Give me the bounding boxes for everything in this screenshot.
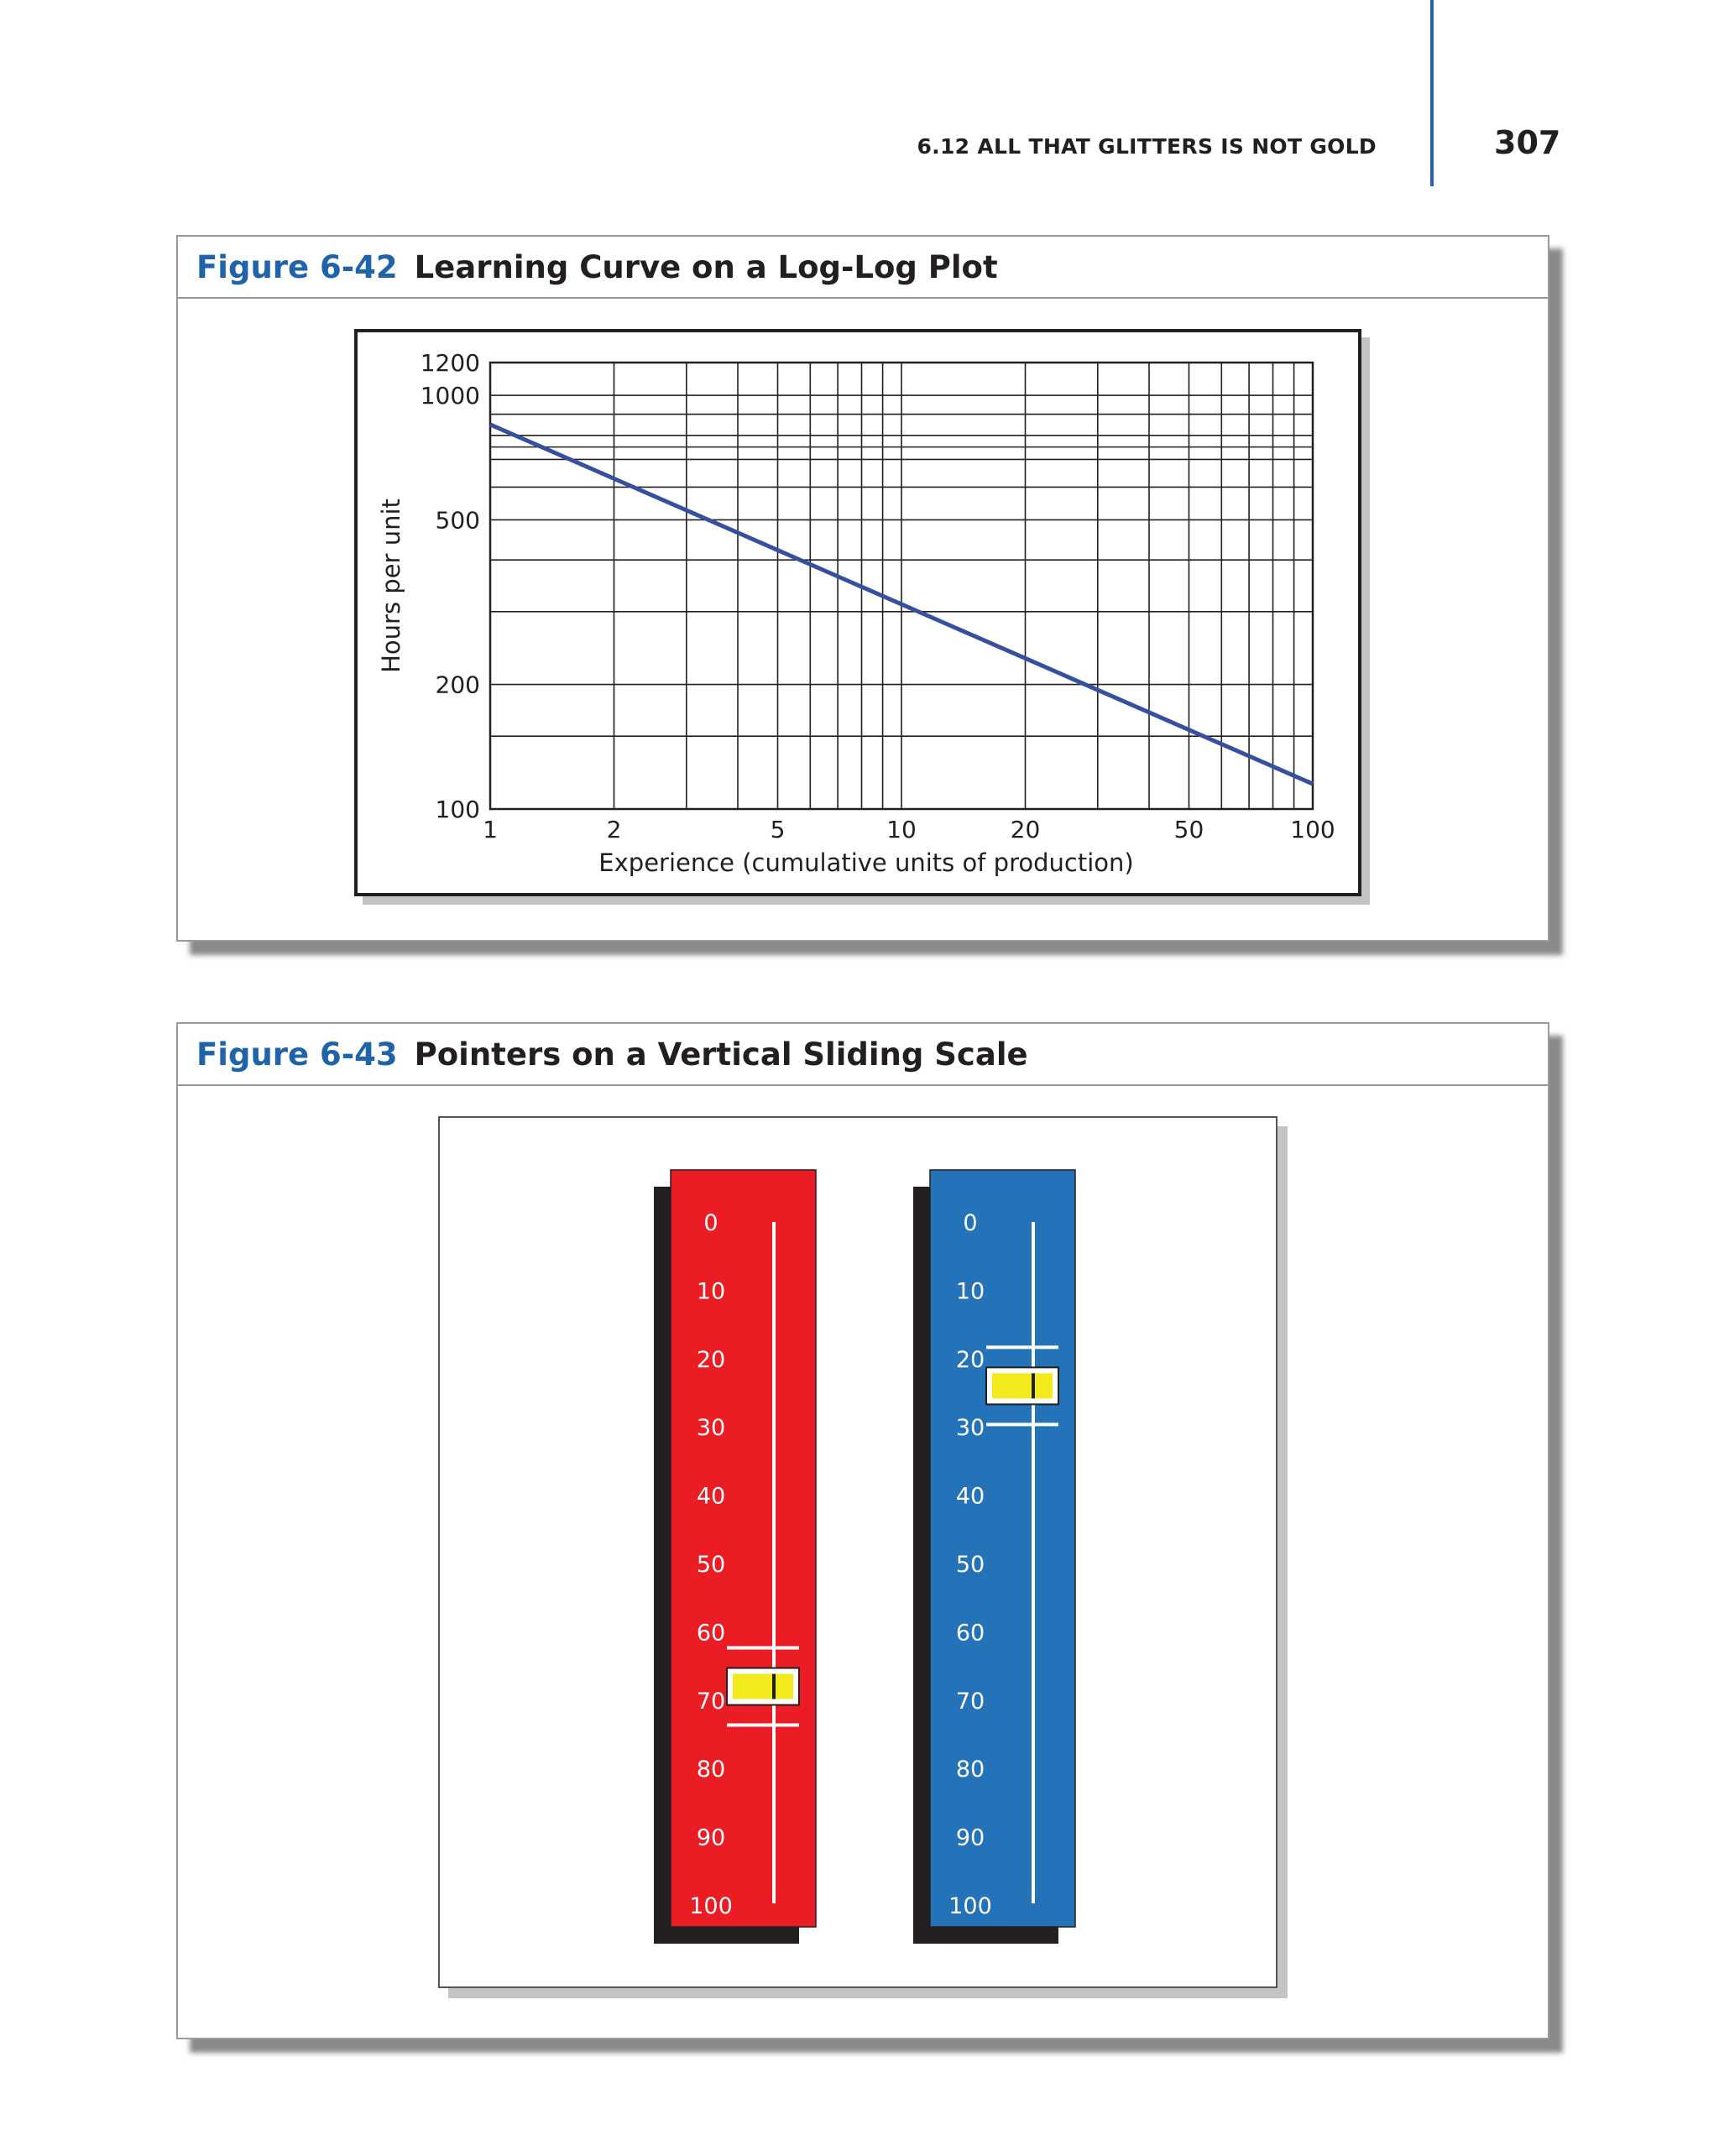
- x-tick-labels: [483, 816, 1335, 843]
- scale-label: 80: [696, 1757, 726, 1783]
- sliding-scale-blue: [913, 1170, 1075, 1944]
- scale-label: 30: [696, 1415, 726, 1442]
- scale-label: 20: [696, 1346, 726, 1373]
- y-tick-label: 500: [435, 506, 480, 535]
- scale-label: 0: [963, 1210, 978, 1236]
- scale-label: 70: [696, 1688, 726, 1715]
- pointer-fill: [992, 1373, 1053, 1398]
- scale-label: 10: [955, 1278, 985, 1305]
- figure-label: Figure 6-42: [196, 248, 398, 285]
- x-axis-label: Experience (cumulative units of production): [598, 848, 1134, 877]
- scale-label: 20: [955, 1346, 985, 1373]
- scale-label: 40: [955, 1483, 985, 1510]
- x-tick-label: 5: [770, 816, 786, 843]
- x-tick-label: 10: [886, 816, 917, 843]
- x-tick-label: 2: [606, 816, 622, 843]
- x-tick-label: 1: [483, 816, 498, 843]
- scale-label: 100: [948, 1893, 992, 1919]
- figure-6-42: [176, 235, 1549, 942]
- scale-label: 70: [955, 1688, 985, 1715]
- scale-label: 10: [696, 1278, 726, 1305]
- y-tick-labels: [421, 349, 480, 823]
- scale-label: 90: [696, 1825, 726, 1851]
- x-tick-label: 50: [1173, 816, 1204, 843]
- y-tick-label: 200: [435, 671, 480, 699]
- figure-label: Figure 6-43: [196, 1036, 398, 1073]
- scale-body: [930, 1170, 1075, 1927]
- y-axis-label: Hours per unit: [377, 499, 405, 673]
- x-tick-label: 100: [1290, 816, 1335, 843]
- scale-label: 50: [955, 1552, 985, 1578]
- pointer-fill: [733, 1674, 793, 1699]
- sliding-scale-red: [654, 1170, 816, 1944]
- y-tick-label: 100: [435, 796, 480, 823]
- scale-label: 60: [696, 1620, 726, 1647]
- x-tick-label: 20: [1010, 816, 1041, 843]
- scale-label: 50: [696, 1552, 726, 1578]
- log-log-chart: [358, 332, 1358, 893]
- page-number: 307: [1494, 124, 1561, 161]
- scale-label: 30: [955, 1415, 985, 1442]
- y-tick-label: 1200: [420, 349, 480, 377]
- sliding-scale-panel: [438, 1116, 1277, 1988]
- sliding-scales: [440, 1118, 1276, 1986]
- figure-6-43: [176, 1022, 1549, 2039]
- figure-caption: [178, 1024, 1548, 1086]
- log-log-plot-panel: [354, 329, 1361, 896]
- figure-caption: [178, 237, 1548, 299]
- scale-body: [671, 1170, 816, 1927]
- scale-label: 40: [696, 1483, 726, 1510]
- figure-title: Learning Curve on a Log-Log Plot: [414, 248, 998, 285]
- scale-label: 90: [955, 1825, 985, 1851]
- scale-label: 0: [703, 1210, 718, 1236]
- running-head: 6.12 ALL THAT GLITTERS IS NOT GOLD: [917, 134, 1377, 159]
- figure-title: Pointers on a Vertical Sliding Scale: [414, 1036, 1028, 1073]
- scale-label: 60: [955, 1620, 985, 1647]
- chart-grid: [490, 363, 1313, 809]
- scale-label: 80: [955, 1757, 985, 1783]
- header-rule: [1430, 0, 1434, 186]
- scale-label: 100: [689, 1893, 733, 1919]
- y-tick-label: 1000: [420, 382, 480, 410]
